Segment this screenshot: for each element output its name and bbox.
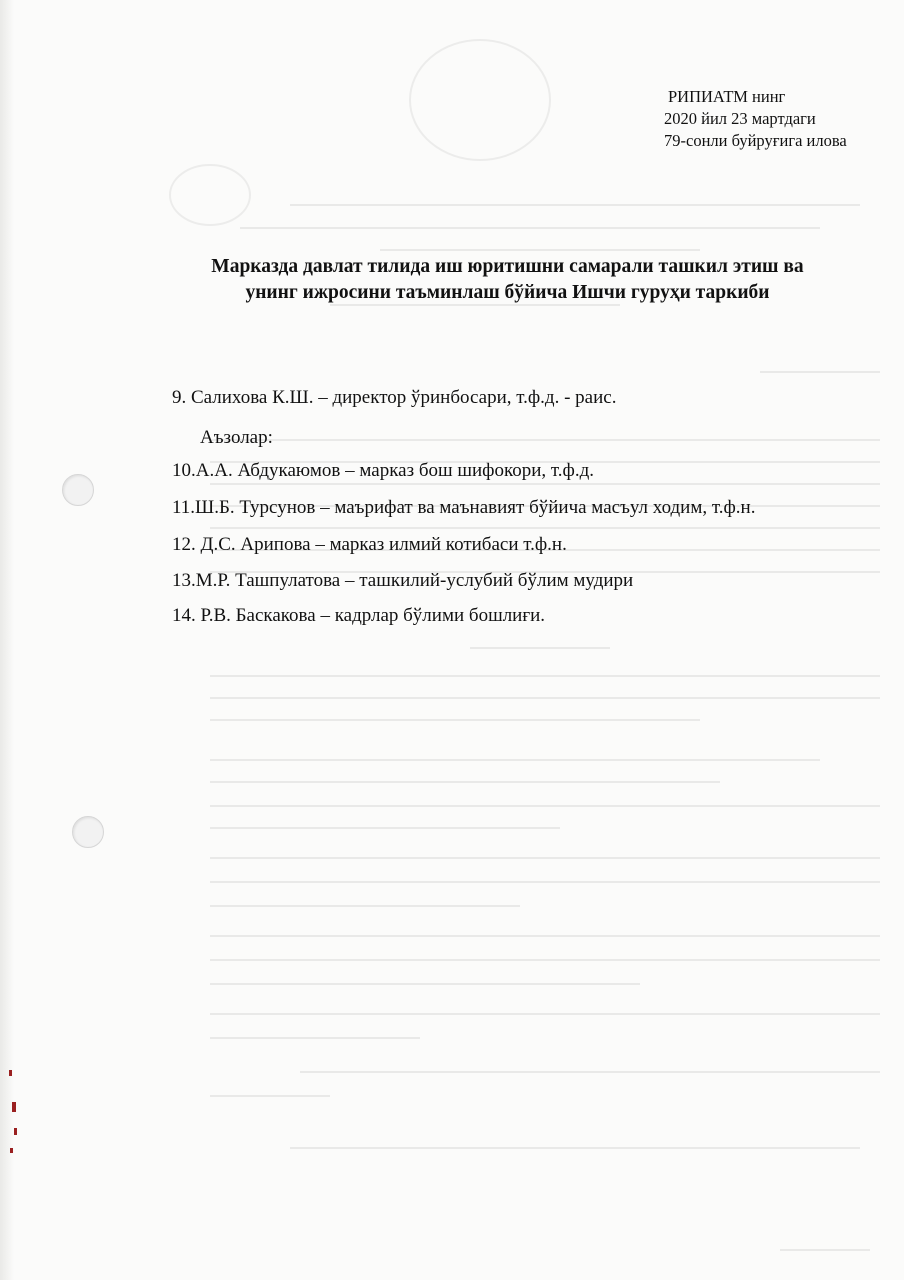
member-entry-10: 10.А.А. Абдукаюмов – марказ бош шифокори, т.ф.д. <box>172 460 595 481</box>
member-entry-12: 12. Д.С. Арипова – марказ илмий котибаси т.ф.н. <box>172 534 567 555</box>
stain-mark <box>10 1148 13 1153</box>
punch-hole-bottom <box>72 816 104 848</box>
member-entry-14: 14. Р.В. Баскакова – кадрлар бўлими бошлиғи. <box>172 605 546 626</box>
title-line-1: Марказда давлат тилида иш юритишни самарали ташкил этиш ва <box>211 256 804 277</box>
title-line-2: унинг ижросини таъминлаш бўйича Ишчи гуруҳи таркиби <box>245 282 770 303</box>
member-entry-11: 11.Ш.Б. Турсунов – маърифат ва маънавият бўйича масъул ходим, т.ф.н. <box>172 497 756 518</box>
header-line-2: 2020 йил 23 мартдаги <box>664 109 816 128</box>
stain-mark <box>9 1070 12 1076</box>
stain-mark <box>12 1102 16 1112</box>
document-title <box>150 254 904 306</box>
header-line-1: РИПИАТМ нинг <box>668 87 786 106</box>
order-reference-header <box>664 86 847 152</box>
header-line-3: 79-сонли буйруғига илова <box>664 131 847 150</box>
chair-entry: 9. Салихова К.Ш. – директор ўринбосари, т.ф.д. - раис. <box>172 387 617 408</box>
member-entry-13: 13.М.Р. Ташпулатова – ташкилий-услубий бўлим мудири <box>172 570 634 591</box>
punch-hole-top <box>62 474 94 506</box>
members-heading: Аъзолар: <box>200 427 273 448</box>
stain-mark <box>14 1128 17 1135</box>
